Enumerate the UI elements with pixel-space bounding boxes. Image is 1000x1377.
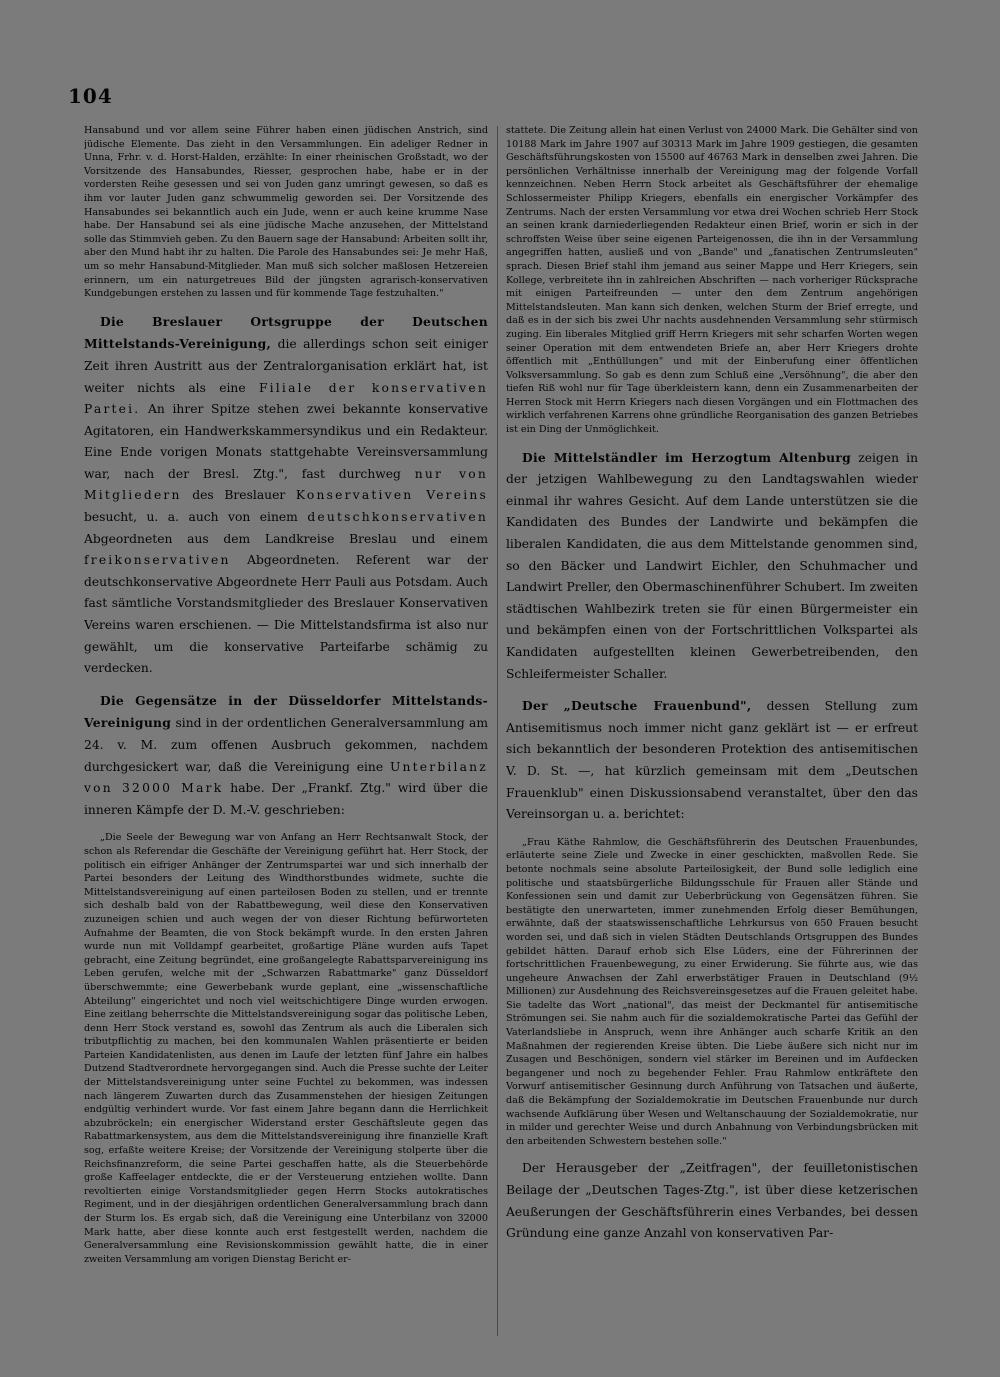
article-altenburg-heading: Die Mittelständler im Herzogtum Altenburg [522, 449, 852, 465]
column-divider [497, 126, 498, 1336]
article-duesseldorf-quote: „Die Seele der Bewegung war von Anfang an Herr Rechtsanwalt Stock, der schon als Referendar die Geschäfte der Vereinigung geführt hat. Herr Stock, der politisch ein eifriger Anhänger der Zentrumspartei war und sich innerhalb der Partei besonders der Leitung des Windthorstbundes widmete, suchte die Mittelstandsvereinigung auf einen parteilosen Boden zu stellen, und er trennte sich deshalb bald von der Rabattbewegung, weil diese den Konservativen zuzuneigen schien und auch wegen der von dieser Richtung befürworteten Aufnahme der Beamten, die von Stock bekämpft wurde. In den ersten Jahren wurde nun mit Volldampf gearbeitet, großartige Pläne wurden aufs Tapet gebracht, eine Zeitung begründet, eine großangelegte Rabattsparvereinigung ins Leben gerufen, welche mit der „Schwarzen Rabattmarke" ganz Düsseldorf überschwemmte; eine Gewerbebank wurde geplant, eine „wissenschaftliche Abteilung" eingerichtet und noch viel weitschichtigere Dinge wurden erwogen. Eine zeitlang beherrschte die Mittelstandsvereinigung sogar das politische Leben, denn Herr Stock verstand es, sowohl das Zentrum als auch die Liberalen sich tributpflichtig zu machen, bei den kommunalen Wahlen präsentierte er beiden Parteien Kandidatenlisten, aus denen im Laufe der letzten fünf Jahre ein halbes Dutzend Stadtverordnete hervorgegangen sind. Auch die Presse suchte der Leiter der Mittelstandsvereinigung unter seine Fuchtel zu bekommen, was indessen nach längerem Zuwarten durch das Zusammenstehen der hiesigen Zeitungen endgültig verhindert wurde. Vor fast einem Jahre begann dann die Herrlichkeit abzubröckeln; ein energischer Widerstand erster Geschäftsleute gegen das Rabattmarkensystem, aus dem die Mittelstandsvereinigung ihre finanzielle Kraft sog, erfaßte weitere Kreise; der Vorsitzende der Vereinigung stolperte über die Reichsfinanzreform, die seine Partei geschaffen hatte, als die Steuerbehörde große Kaffeelager entdeckte, die er der Versteuerung entziehen wollte. Dann revoltierten einige Vorstandsmitglieder gegen Herrn Stocks autokratisches Regiment, und in der diesjährigen ordentlichen Generalversammlung brach dann der Sturm los. Es ergab sich, daß die Vereinigung eine Unterbilanz von 32000 Mark hatte, aber diese konnte auch erst festgestellt werden, nachdem die Generalversammlung eine Revisionskommission gewählt hatte, die in einer zweiten Versammlung am vorigen Dienstag Bericht er- [84, 832, 488, 1265]
article-duesseldorf-heading: Die Gegensätze in der Düsseldorfer Mittelstands-Vereinigung [84, 692, 488, 731]
article-hansabund-conclusion: Hansabund und vor allem seine Führer haben einen jüdischen Anstrich, sind jüdische Elemente. Das zieht in den Versammlungen. Ein adeliger Redner in Unna, Frhr. v. d. Horst-Halden, erzählte: In einer rheinischen Großstadt, wo der Vorsitzende des Hansabundes, Riesser, gesprochen habe, habe er in der vordersten Reihe gesessen und sei von Juden ganz umringt gewesen, so daß es ihm vor lauter Juden ganz schwummelig geworden sei. Der Vorsitzende des Hansabundes sei bekanntlich auch ein Jude, wenn er auch keine krumme Nase habe. Der Hansabund sei als eine jüdische Mache anzusehen, der Mittelstand solle das Stimmvieh geben. Zu den Bauern sage der Hansabund: Arbeiten sollt ihr, aber den Mund habt ihr zu halten. Die Parole des Hansabundes sei: Je mehr Haß, um so mehr Hansabund-Mitglieder. Man muß sich solcher maßlosen Hetzereien erinnern, um ein naturgetreues Bild der jüngsten agrarisch-konservativen Kundgebungen erstehen zu lassen und für kommende Tage festzuhalten." [84, 125, 488, 300]
article-duesseldorf-quote-continued: stattete. Die Zeitung allein hat einen Verlust von 24000 Mark. Die Gehälter sind von 10188 Mark im Jahre 1907 auf 30313 Mark im Jahre 1909 gestiegen, die gesamten Geschäftsführungskosten von 15500 auf 46763 Mark in denselben zwei Jahren. Die persönlichen Verhältnisse innerhalb der Vereinigung mag der folgende Vorfall kennzeichnen. Neben Herrn Stock arbeitet als Geschäftsführer der ehemalige Schlossermeister Philipp Kriegers, ebenfalls ein energischer Vorkämpfer des Zentrums. Nach der ersten Versammlung vor etwa drei Wochen schrieb Herr Stock an seinen krank darniederliegenden Redakteur einen Brief, worin er sich in der schroffsten Weise über seine eigenen Parteigenossen, die ihn in der Versammlung angegriffen hatten, ausließ und von „Bande" und „fanatischen Zentrumsleuten" sprach. Diesen Brief stahl ihm jemand aus seiner Mappe und Herr Kriegers, sein Kollege, verbreitete ihn in zahlreichen Abschriften — nach vorheriger Rücksprache mit einigen Parteifreunden — unter den dem Zentrum angehörigen Mittelstandsleuten. Man kann sich denken, welchen Sturm der Brief erregte, und daß es in der sich bis zwei Uhr nachts ausdehnenden Versammlung sehr stürmisch zuging. Ein liberales Mitglied griff Herrn Kriegers mit sehr scharfen Worten wegen seiner Operation mit dem entwendeten Briefe an, aber Herr Kriegers drohte öffentlich mit „Enthüllungen" und mit der Einberufung einer öffentlichen Volksversammlung. So gab es denn zum Schluß eine „Versöhnung", die aber den tiefen Riß wohl nur für Tage überkleistern kann, denn ein Zusammenarbeiten der Herren Stock mit Herrn Kriegers nach diesen Vorgängen und ein Flottmachen des wirklich verfahrenen Karrens ohne gründliche Reorganisation des ganzen Betriebes ist ein Ding der Unmöglichkeit. [506, 125, 918, 436]
article-frauenbund-quote: „Frau Käthe Rahmlow, die Geschäftsführerin des Deutschen Frauenbundes, erläuterte seine Ziele und Zwecke in einer geschickten, maßvollen Rede. Sie betonte nochmals seine absolute Parteilosigkeit, der Bund solle lediglich eine politische und staatsbürgerliche Bildungsschule für Frauen aller Stände und Konfessionen sein und damit zur Ueberbrückung von Gegensätzen führen. Sie bestätigte den unerwarteten, immer zunehmenden Erfolg dieser Bemühungen, erwähnte, daß der staatswissenschaftliche Lehrkursus von 650 Frauen besucht worden sei, und daß sich in vielen Städten Deutschlands Ortsgruppen des Bundes gebildet hätten. Darauf erhob sich Else Lüders, eine der Führerinnen der fortschrittlichen Frauenbewegung, zu einer Erwiderung. Sie führte aus, wie das ungeheure Anwachsen der Zahl erwerbstätiger Frauen in Deutschland (9½ Millionen) zur Ausdehnung des Reichsvereinsgesetzes auf die Frauen geleitet habe. Sie tadelte das Wort „national", das meist der Deckmantel für antisemitische Strömungen sei. Sie nahm auch für die sozialdemokratische Partei das Gefühl der Vaterlandsliebe in Anspruch, wenn ihre Anhänger auch scharfe Kritik an den Maßnahmen der regierenden Kreise übten. Die Liebe äußere sich nicht nur im Zusagen und Beschönigen, sondern viel stärker im Bereinen und im Aufdecken begangener und noch zu begehender Fehler. Frau Rahmlow entkräftete den Vorwurf antisemitischer Gesinnung durch Anführung von Tatsachen und äußerte, daß die Bekämpfung der Sozialdemokratie im Deutschen Frauenbunde nur durch wachsende Aufklärung über Wesen und Weltanschauung der Sozialdemokratie, nur in milder und gerechter Weise und durch Anbahnung von Verbindungsbrücken mit den arbeitenden Schwestern bestehen solle." [506, 836, 918, 1147]
article-breslau: Die Breslauer Ortsgruppe der Deutschen Mittelstands-Vereinigung, die allerdings schon seit einiger Zeit ihren Austritt aus der Zentralorganisation erklärt hat, ist weiter nichts als eine Filiale der konservativen Partei. An ihrer Spitze stehen zwei bekannte konservative Agitatoren, ein Handwerkskammersyndikus und ein Redakteur. Eine Ende vorigen Monats stattgehabte Vereinsversammlung war, nach der Bresl. Ztg.", fast durchweg nur von Mitgliedern des Breslauer Konservativen Vereins besucht, u. a. auch von einem deutschkonservativen Abgeordneten aus dem Landkreise Breslau und einem freikonservativen Abgeordneten. Referent war der deutschkonservative Abgeordnete Herr Pauli aus Potsdam. Auch fast sämtliche Vorstandsmitglieder des Breslauer Konservativen Vereins waren erschienen. — Die Mittelstandsfirma ist also nur gewählt, um die konservative Parteifarbe schämig zu verdecken. [84, 313, 488, 676]
article-breslau-heading: Die Breslauer Ortsgruppe der Deutschen Mittelstands-Vereinigung, [84, 313, 488, 352]
article-frauenbund-heading: Der „Deutsche Frauenbund", [522, 698, 752, 714]
article-frauenbund: Der „Deutsche Frauenbund", dessen Stellung zum Antisemitismus noch immer nicht ganz geklärt ist — er erfreut sich bekanntlich der besonderen Protektion des antisemitischen V. D. St. —, hat kürzlich gemeinsam mit dem „Deutschen Frauenklub" einen Diskussionsabend veranstaltet, über den das Vereinsorgan u. a. berichtet: [506, 698, 918, 822]
article-altenburg: Die Mittelständler im Herzogtum Altenburg zeigen in der jetzigen Wahlbewegung zu den Landtagswahlen wieder einmal ihr wahres Gesicht. Auf dem Lande unterstützen sie die Kandidaten des Bundes der Landwirte und bekämpfen die liberalen Kandidaten, die aus dem Mittelstande genommen sind, so den Bäcker und Landwirt Eichler, den Schuhmacher und Landwirt Preller, den Obermaschinenführer Schubert. Im zweiten städtischen Wahlbezirk treten sie für einen Bürgermeister ein und bekämpfen einen von der Fortschrittlichen Volkspartei als Kandidaten aufgestellten kleinen Gewerbetreibenden, den Schleifermeister Schaller. [506, 449, 918, 681]
page-number: 104 [68, 84, 113, 108]
article-zeitfragen: Der Herausgeber der „Zeitfragen", der feuilletonistischen Beilage der „Deutschen Tages-Ztg.", ist über diese ketzerischen Aeußerungen der Geschäftsführerin eines Verbandes, bei dessen Gründung eine ganze Anzahl von konservativen Par- [506, 1161, 918, 1241]
right-column [506, 124, 918, 1337]
left-column [84, 124, 488, 1337]
article-duesseldorf: Die Gegensätze in der Düsseldorfer Mittelstands-Vereinigung sind in der ordentlichen Generalversammlung am 24. v. M. zum offenen Ausbruch gekommen, nachdem durchgesickert war, daß die Vereinigung eine Unterbilanz von 32000 Mark habe. Der „Frankf. Ztg." wird über die inneren Kämpfe der D. M.-V. geschrieben: [84, 692, 488, 817]
